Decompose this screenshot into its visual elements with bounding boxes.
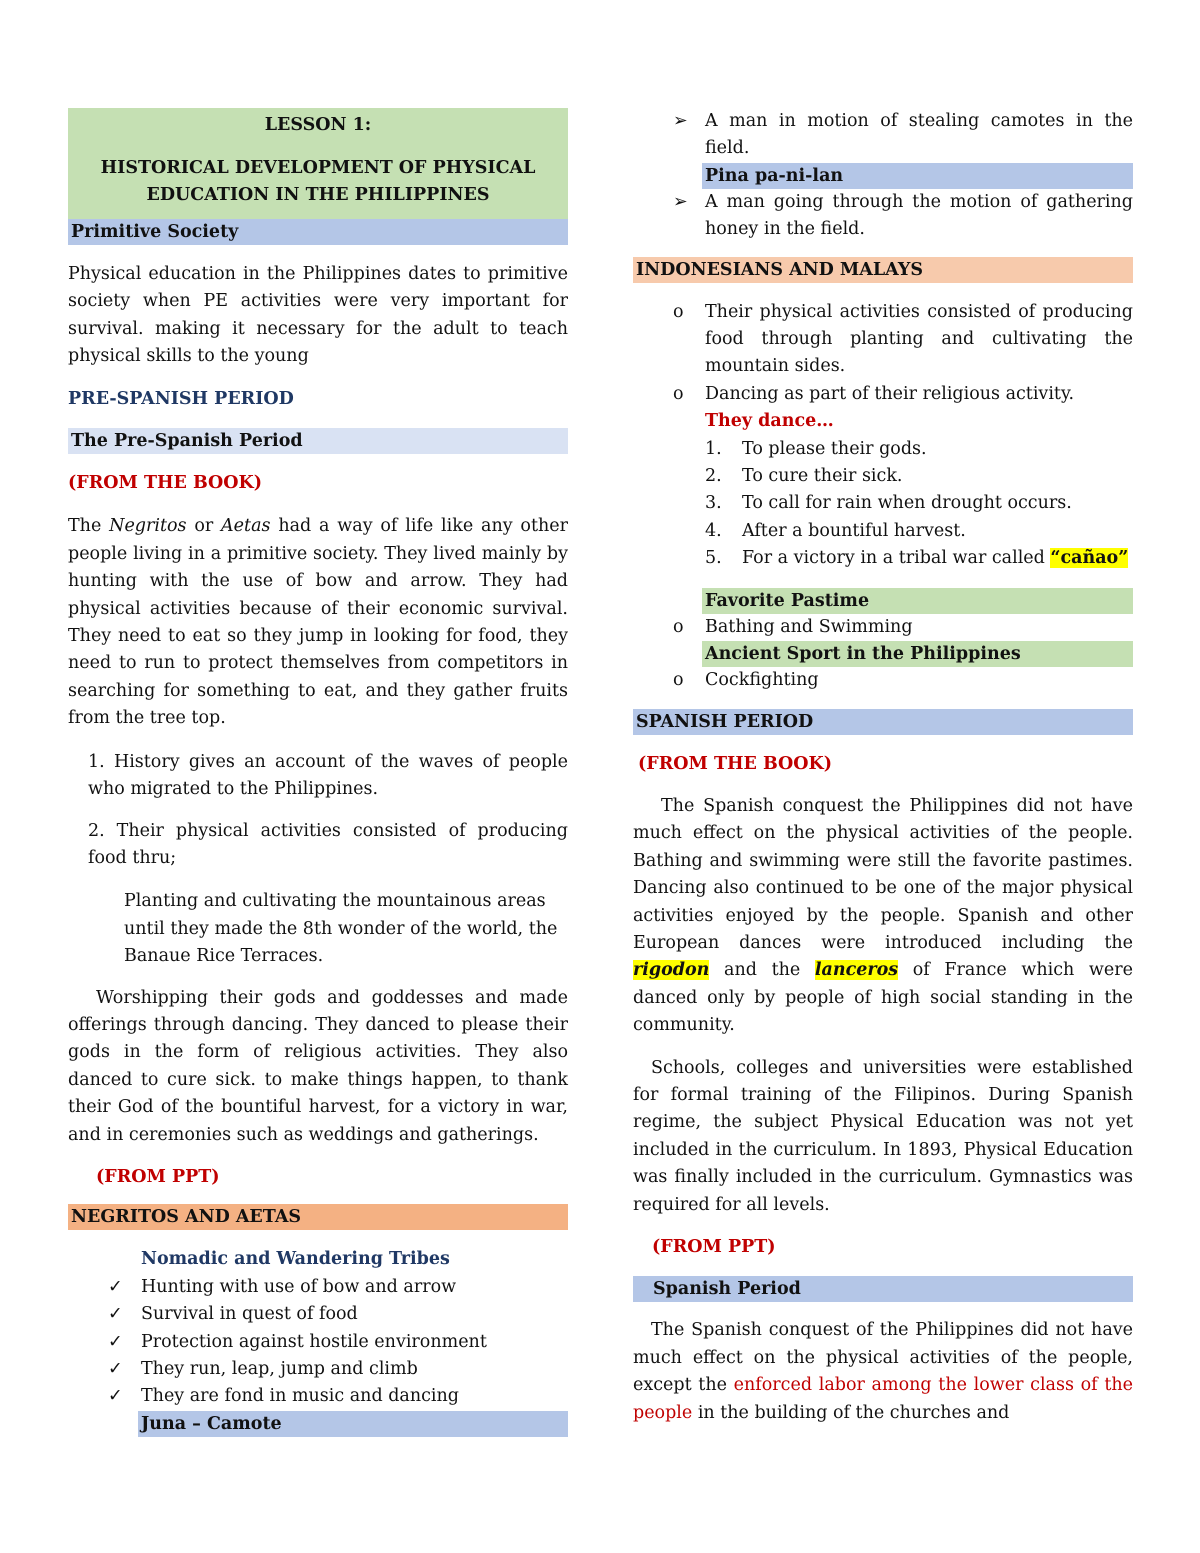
activities-item: 2. Their physical activities consisted of producing food thru; bbox=[88, 820, 568, 868]
list-item: 3. To call for rain when drought occurs. bbox=[705, 493, 1072, 514]
list-item: o Their physical activities consisted of producing food through planting and cultivating the mountain sides. bbox=[673, 299, 1133, 381]
from-the-book-label: (FROM THE BOOK) bbox=[68, 473, 263, 494]
enforced-labor-text: enforced labor among the lower class of the people bbox=[633, 1375, 1134, 1423]
list-item: ✓ Survival in quest of food bbox=[108, 1301, 568, 1328]
list-item: 4. After a bountiful harvest. bbox=[705, 520, 966, 541]
planting-paragraph: Planting and cultivating the mountainous areas until they made the 8th wonder of the world, the Banaue Rice Terraces. bbox=[124, 891, 558, 967]
list-item: ✓ They are fond in music and dancing bbox=[108, 1383, 568, 1410]
dance-reasons-list bbox=[705, 436, 1133, 573]
nomadic-heading: Nomadic and Wandering Tribes bbox=[141, 1249, 450, 1270]
right-column bbox=[633, 108, 1133, 1427]
lesson-number: LESSON 1: bbox=[264, 115, 372, 135]
list-item: o Bathing and Swimming bbox=[673, 614, 1133, 641]
list-item: ✓ Hunting with use of bow and arrow bbox=[108, 1274, 568, 1301]
negritos-aetas-bar: NEGRITOS AND AETAS bbox=[68, 1204, 568, 1230]
negritos-term: Negritos bbox=[109, 516, 187, 537]
primitive-society-heading: Primitive Society bbox=[68, 219, 568, 245]
history-item: 1. History gives an account of the waves of people who migrated to the Philippines. bbox=[88, 751, 568, 800]
arrow-icon: ➢ bbox=[673, 191, 688, 212]
check-icon: ✓ bbox=[108, 1331, 123, 1352]
motion-list-2 bbox=[673, 189, 1133, 244]
arrow-icon: ➢ bbox=[673, 111, 688, 131]
list-item: 1. To please their gods. bbox=[705, 438, 927, 459]
list-item: o Cockfighting bbox=[673, 667, 1133, 694]
list-item: ✓ They run, leap, jump and climb bbox=[108, 1356, 568, 1383]
worshipping-paragraph: Worshipping their gods and goddesses and made offerings through dancing. They danced to please their gods in the form of religious activities. They also danced to cure sick. to make things happen, to thank their God of the bountiful harvest, for a victory in war, and in ceremonies such as weddings and gatherings. bbox=[68, 987, 568, 1145]
primitive-society-paragraph: Physical education in the Philippines dates to primitive society when PE activities were very important for survival. making it necessary for the adult to teach physical skills to the young bbox=[68, 264, 568, 367]
circle-bullet-icon: o bbox=[673, 383, 684, 404]
list-item: ➢ A man in motion of stealing camotes in the field. bbox=[673, 108, 1133, 163]
list-item: 5. For a victory in a tribal war called “cañao” bbox=[705, 548, 1129, 569]
spanish-conquest-paragraph: The Spanish conquest the Philippines did not have much effect on the physical activities of the people. Bathing and swimming were still the favorite pastimes. Dancing also continued to be one of the major physical activities enjoyed by the people. Spanish and other European dances were introduced including the rigodon and the lanceros of France which were danced only by people of high social standing in the community. bbox=[633, 795, 1133, 1036]
lesson-title-box bbox=[68, 108, 568, 219]
list-item: ➢ A man going through the motion of gathering honey in the field. bbox=[673, 189, 1133, 244]
ancient-sport-list bbox=[673, 667, 1133, 694]
rigodon-term: rigodon bbox=[633, 960, 710, 981]
negritos-paragraph: The Negritos or Aetas had a way of life like any other people living in a primitive society. They lived mainly by hunting with the use of bow and arrow. They had physical activities because of their economic survival. They need to eat so they jump in looking for food, they need to run to protect themselves from competitors in searching for something to eat, and they gather fruits from the tree top. bbox=[68, 516, 568, 729]
motion-list-1 bbox=[673, 108, 1133, 163]
check-icon: ✓ bbox=[108, 1276, 123, 1297]
ancient-sport-bar: Ancient Sport in the Philippines bbox=[702, 641, 1133, 667]
left-column bbox=[68, 108, 568, 1437]
nomadic-list bbox=[108, 1274, 568, 1411]
pina-panilan-bar: Pina pa-ni-lan bbox=[702, 163, 1133, 189]
list-item: ✓ Protection against hostile environment bbox=[108, 1329, 568, 1356]
circle-bullet-icon: o bbox=[673, 670, 684, 691]
circle-bullet-icon: o bbox=[673, 301, 684, 322]
from-ppt-label: (FROM PPT) bbox=[652, 1237, 776, 1257]
indonesians-malays-bar: INDONESIANS AND MALAYS bbox=[633, 257, 1133, 283]
schools-paragraph: Schools, colleges and universities were established for formal training of the Filipinos. During Spanish regime, the subject Physical Education was not yet included in the curriculum. In 1893, Physical Education was finally included in the curriculum. Gymnastics was required for all levels. bbox=[633, 1057, 1133, 1215]
pre-spanish-heading: PRE-SPANISH PERIOD bbox=[68, 388, 294, 409]
from-the-book-label: (FROM THE BOOK) bbox=[638, 753, 833, 774]
check-icon: ✓ bbox=[108, 1304, 123, 1325]
spanish-ppt-paragraph: The Spanish conquest of the Philippines did not have much effect on the physical activities of the people, except the enforced labor among the lower class of the people in the building of the churches and bbox=[633, 1320, 1134, 1423]
spanish-period-subbar: Spanish Period bbox=[633, 1276, 1133, 1302]
lesson-subtitle-line2: EDUCATION IN THE PHILIPPINES bbox=[146, 185, 490, 205]
check-icon: ✓ bbox=[108, 1359, 123, 1379]
aetas-term: Aetas bbox=[221, 516, 271, 537]
indonesians-list bbox=[673, 299, 1133, 409]
lanceros-term: lanceros bbox=[814, 960, 899, 981]
they-dance-label: They dance… bbox=[705, 411, 834, 432]
favorite-pastime-bar: Favorite Pastime bbox=[702, 588, 1133, 614]
lesson-subtitle-line1: HISTORICAL DEVELOPMENT OF PHYSICAL bbox=[100, 158, 536, 178]
list-item: 2. To cure their sick. bbox=[705, 466, 903, 487]
pre-spanish-bar: The Pre-Spanish Period bbox=[68, 428, 568, 454]
list-item: o Dancing as part of their religious activity. bbox=[673, 381, 1133, 408]
canao-term: “cañao” bbox=[1050, 548, 1129, 569]
pastime-list bbox=[673, 614, 1133, 641]
juna-camote-bar: Juna – Camote bbox=[138, 1411, 568, 1437]
circle-bullet-icon: o bbox=[673, 616, 684, 637]
spanish-period-bar: SPANISH PERIOD bbox=[633, 709, 1133, 735]
from-ppt-label: (FROM PPT) bbox=[96, 1166, 220, 1187]
check-icon: ✓ bbox=[108, 1386, 123, 1407]
